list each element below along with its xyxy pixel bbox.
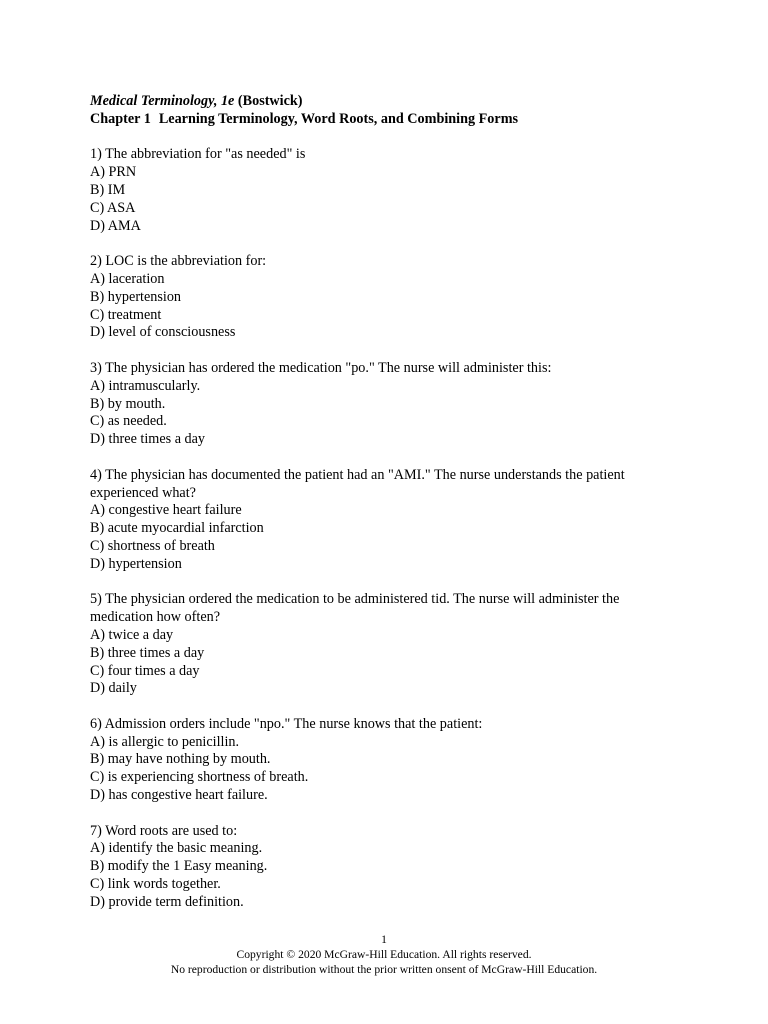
answer-option: C) is experiencing shortness of breath. (90, 769, 309, 786)
question-item (90, 253, 680, 342)
answer-option: A) identify the basic meaning. (90, 840, 263, 857)
question-stem: 2) LOC is the abbreviation for: (90, 253, 267, 270)
question-item (90, 716, 680, 805)
answer-option: D) has congestive heart failure. (90, 787, 268, 804)
answer-option: D) three times a day (90, 431, 206, 448)
question-stem: 6) Admission orders include "npo." The nurse knows that the patient: (90, 715, 483, 732)
page-content (90, 93, 680, 929)
answer-option: A) laceration (90, 270, 165, 287)
question-item (90, 146, 680, 235)
question-stem: 1) The abbreviation for "as needed" is (90, 146, 306, 163)
question-item (90, 591, 680, 698)
copyright-text: Copyright © 2020 McGraw-Hill Education. All rights reserved. (236, 948, 532, 961)
question-stem: 5) The physician ordered the medication to be administered tid. The nurse will administer the medication how often? (90, 591, 620, 626)
answer-option: A) is allergic to penicillin. (90, 733, 240, 750)
answer-option: D) level of consciousness (90, 324, 236, 341)
question-item (90, 467, 680, 574)
answer-option: B) may have nothing by mouth. (90, 751, 271, 768)
book-title-line (90, 93, 680, 111)
answer-option: B) acute myocardial infarction (90, 520, 264, 537)
answer-option: D) AMA (90, 217, 141, 234)
reproduction-notice: No reproduction or distribution without the prior written onsent of McGraw-Hill Education. (170, 963, 598, 976)
answer-option: B) three times a day (90, 644, 205, 661)
answer-option: B) hypertension (90, 288, 182, 305)
answer-option: C) as needed. (90, 413, 167, 430)
question-list (90, 146, 680, 911)
answer-option: B) by mouth. (90, 395, 166, 412)
question-stem: 7) Word roots are used to: (90, 822, 238, 839)
book-title: Medical Terminology, 1e (90, 93, 235, 109)
question-item (90, 823, 680, 912)
page-footer (0, 932, 768, 977)
answer-option: C) four times a day (90, 662, 200, 679)
answer-option: C) link words together. (90, 876, 221, 893)
answer-option: D) daily (90, 680, 137, 697)
answer-option: B) modify the 1 Easy meaning. (90, 858, 268, 875)
book-author: (Bostwick) (237, 93, 303, 109)
answer-option: C) treatment (90, 306, 162, 323)
page-number: 1 (381, 933, 387, 946)
answer-option: A) PRN (90, 164, 137, 181)
answer-option: A) twice a day (90, 626, 174, 643)
answer-option: B) IM (90, 181, 126, 198)
question-stem: 3) The physician has ordered the medication "po." The nurse will administer this: (90, 359, 552, 376)
answer-option: C) ASA (90, 199, 136, 216)
chapter-heading (90, 111, 680, 129)
answer-option: D) provide term definition. (90, 893, 244, 910)
question-item (90, 360, 680, 449)
answer-option: A) intramuscularly. (90, 377, 201, 394)
answer-option: A) congestive heart failure (90, 502, 242, 519)
chapter-title: Learning Terminology, Word Roots, and Combining Forms (158, 110, 519, 127)
question-stem: 4) The physician has documented the patient had an "AMI." The nurse understands the patient experienced what? (90, 466, 625, 501)
answer-option: D) hypertension (90, 555, 182, 572)
chapter-number: Chapter 1 (90, 110, 151, 127)
document-header (90, 93, 680, 129)
answer-option: C) shortness of breath (90, 537, 215, 554)
